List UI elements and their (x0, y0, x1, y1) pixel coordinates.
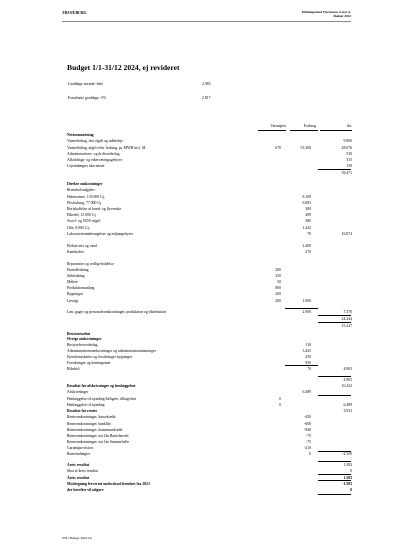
row-consumption: 1.442 (302, 226, 311, 230)
row-consumption: 6.489 (302, 390, 311, 394)
row-label: Bilsdrift (67, 367, 80, 371)
subtotal-rule (318, 376, 351, 377)
row-label: Skat af årets resultat (67, 469, 98, 473)
row-consumption: 0 (309, 452, 311, 456)
summary-label: Graddage normal- hele (68, 82, 103, 86)
row-label: Varmebidrag, fast afgift og målerleje (67, 139, 123, 143)
row-label: Garantiprovision (67, 446, 93, 450)
row-amount: 1.583 (343, 463, 352, 467)
row-amount: 4.805 (343, 378, 352, 382)
page-title: Budget 1/1-31/12 2024, ej revideret (67, 63, 180, 72)
row-label: Årets resultat (67, 476, 90, 480)
row-consumption: 6.083 (302, 201, 311, 205)
row-consumption: -75 (305, 440, 311, 444)
header-company: Meldungslund Fjerneums A.m.b.A. (301, 10, 351, 14)
row-label: Bygninger (67, 292, 84, 296)
subtotal-rule (318, 474, 351, 475)
subtotal-rule (318, 315, 351, 316)
row-label: Elektricitet og vand (67, 244, 97, 248)
table-row (67, 317, 357, 323)
row-price: 670 (275, 146, 281, 150)
row-label: Ejendomsskatter og forsikringer bygninger (67, 355, 133, 359)
row-label: Lejeindtægter skoristene (67, 164, 105, 168)
row-label: Olie, 8.000 Gj, (67, 226, 90, 230)
row-label: Administrationsomkostninger og administrationslønninger (67, 349, 157, 353)
table-row (67, 324, 357, 330)
row-amount: 16.874 (341, 232, 352, 236)
row-label: Administrations- og driftsvederlag (67, 152, 120, 156)
row-label: Svovl- og NOX-afgift (67, 219, 101, 223)
table-row (67, 164, 357, 170)
row-label: Målere (67, 280, 78, 284)
row-label: Henlæggelse til nyanlæg/falligere, tilbageført (67, 397, 136, 401)
row-consumption: 110 (305, 343, 311, 347)
row-label: Resultat før renter (67, 409, 98, 413)
row-consumption: 53.300 (300, 146, 311, 150)
table-row (67, 415, 357, 421)
row-label: Halmvarme, 135.000 Gj, (67, 195, 105, 199)
row-consumption: 2.900 (302, 310, 311, 314)
row-amount: 39.471 (341, 171, 352, 175)
row-price: 200 (275, 299, 281, 303)
row-amount: 10.422 (341, 384, 352, 388)
table-row (67, 188, 357, 194)
row-price: 200 (275, 268, 281, 272)
row-label: Årets resultat (67, 463, 90, 467)
row-label: Bruttoresultat (67, 332, 91, 336)
row-label: Øvrige omkostninger (67, 337, 102, 341)
row-label: Afkoblings- og etkerværingsgebyrer (67, 158, 123, 162)
row-consumption: 950 (305, 361, 311, 365)
row-consumption: 499 (305, 213, 311, 217)
row-price: 200 (275, 292, 281, 296)
row-label: Renteindtægter (67, 452, 91, 456)
subtotal-rule (285, 308, 318, 309)
row-label: Kemikalier (67, 250, 85, 254)
row-consumption: -940 (304, 428, 311, 432)
column-header-rule (258, 130, 286, 131)
row-amount: 24.244 (341, 317, 352, 321)
row-label: der herefter vil udgøre (67, 488, 104, 492)
row-label: Afskrivninger (67, 390, 89, 394)
row-label: Forsikringer og kontingenter (67, 361, 111, 365)
table-row (67, 232, 357, 238)
row-amount: -1.583 (342, 482, 352, 486)
column-header-rule (320, 130, 352, 131)
row-label: Løn, gager og personaleomkostninger, produktion og distribution (67, 310, 167, 314)
row-label: Varmebidrag, afgift efter forbrug, pr. MWH incl. M. (67, 146, 147, 150)
row-label: Flisforbrug, 77.000 Gj (67, 201, 102, 205)
column-header-price: Varmepris (270, 124, 286, 128)
row-amount: 6.489 (343, 403, 352, 407)
row-label: Brændselsudgifter: (67, 188, 97, 192)
row-price: 0 (279, 397, 281, 401)
row-amount: 9.800 (343, 139, 352, 143)
summary-label: Forudsatte graddage -5% (68, 96, 107, 100)
row-amount: 1.583 (343, 476, 352, 480)
header-divider (62, 21, 351, 22)
row-label: Elkedel, 15.000 Gj (67, 213, 96, 217)
header-info (302, 10, 351, 19)
row-amount: 0 (350, 469, 352, 473)
row-label: Nettoomsætning (67, 133, 94, 137)
table-row (67, 171, 357, 177)
subtotal-rule (318, 494, 351, 495)
row-label: Modregning fervertat underskud fremført fra 2023 (67, 482, 150, 486)
column-header-rule (290, 130, 318, 131)
row-consumption: 380 (305, 219, 311, 223)
row-amount: 15.227 (341, 324, 352, 328)
row-amount: 28.676 (341, 146, 352, 150)
subtotal-rule (318, 169, 351, 170)
row-amount: -2.350 (342, 452, 352, 456)
row-amount: 4.805 (343, 367, 352, 371)
row-consumption: -75 (305, 434, 311, 438)
row-amount: 150 (346, 164, 352, 168)
subtotal-rule (318, 451, 351, 452)
subtotal-rule (318, 395, 351, 396)
row-price: 800 (275, 286, 281, 290)
row-label: Resultat før afskrivninger og henlæggelser (67, 384, 136, 388)
row-label: Løvrigt (67, 299, 79, 303)
table-row (67, 139, 357, 145)
row-consumption: 70 (307, 367, 311, 371)
row-consumption: 1.800 (302, 299, 311, 303)
table-row (67, 452, 357, 458)
file-name: 0791 Budget 2024.xls (62, 536, 92, 540)
row-label: Bestyrelsesvederlag (67, 343, 98, 347)
table-row (67, 469, 357, 475)
row-price: 350 (275, 274, 281, 278)
row-price: 0 (279, 403, 281, 407)
row-amount: 7.370 (343, 310, 352, 314)
row-price: 50 (277, 280, 281, 284)
row-amount: 3.933 (343, 409, 352, 413)
row-consumption: 250 (305, 355, 311, 359)
summary-value: 2.965 (202, 82, 211, 86)
row-label: Laboratorieundersøgelser og miljøøgebyrer (67, 232, 134, 236)
row-consumption: 8.100 (302, 195, 311, 199)
table-row (67, 250, 357, 256)
row-consumption: -450 (304, 415, 311, 419)
company-code: TRANEBURG (62, 10, 87, 15)
row-label: Renteomkostninger, banklån (67, 422, 111, 426)
row-label: Direkte omkostninger (67, 182, 103, 186)
row-consumption: 270 (305, 250, 311, 254)
row-label: Henlæggelse til nyanlæg (67, 403, 105, 407)
table-row (67, 367, 357, 373)
table-row (67, 292, 357, 298)
row-label: Reparation og vedligeholdelse: (67, 262, 115, 266)
row-consumption: 300 (305, 207, 311, 211)
row-label: Renteomkostninger, nyt lån Sønmerhelle (67, 440, 130, 444)
row-label: Renteomkostninger, kassekredit (67, 415, 116, 419)
column-header-amount: tkr. (347, 124, 352, 128)
row-label: Produktionsanlæg (67, 286, 95, 290)
subtotal-rule (318, 322, 351, 323)
header-budget-year: Budget 2024 (333, 14, 351, 19)
row-consumption: 3.425 (302, 349, 311, 353)
row-amount: 315 (346, 158, 352, 162)
row-amount: 0 (350, 488, 352, 492)
row-label: Stikledning (67, 274, 85, 278)
column-header-consumption: Forbrug (303, 124, 316, 128)
row-consumption: 70 (307, 232, 311, 236)
row-label: Hovedledning (67, 268, 89, 272)
row-consumption: -210 (304, 446, 311, 450)
row-consumption: 2.400 (302, 244, 311, 248)
table-row (67, 299, 357, 305)
row-amount: 530 (346, 152, 352, 156)
table-row (67, 488, 357, 494)
row-label: Renteomkostninger, kommunekredit (67, 428, 123, 432)
row-label: Renteomkostninger, nyt lån Barnsherred (67, 434, 129, 438)
table-row (67, 219, 357, 225)
subtotal-rule (318, 480, 351, 481)
summary-value: 2.817 (202, 96, 211, 100)
subtotal-rule (318, 461, 351, 462)
row-label: Bortskaffelse af bund- og flyveaske (67, 207, 122, 211)
table-row (67, 390, 357, 396)
subtotal-rule (285, 365, 318, 366)
row-consumption: -600 (304, 422, 311, 426)
table-row (67, 310, 357, 316)
